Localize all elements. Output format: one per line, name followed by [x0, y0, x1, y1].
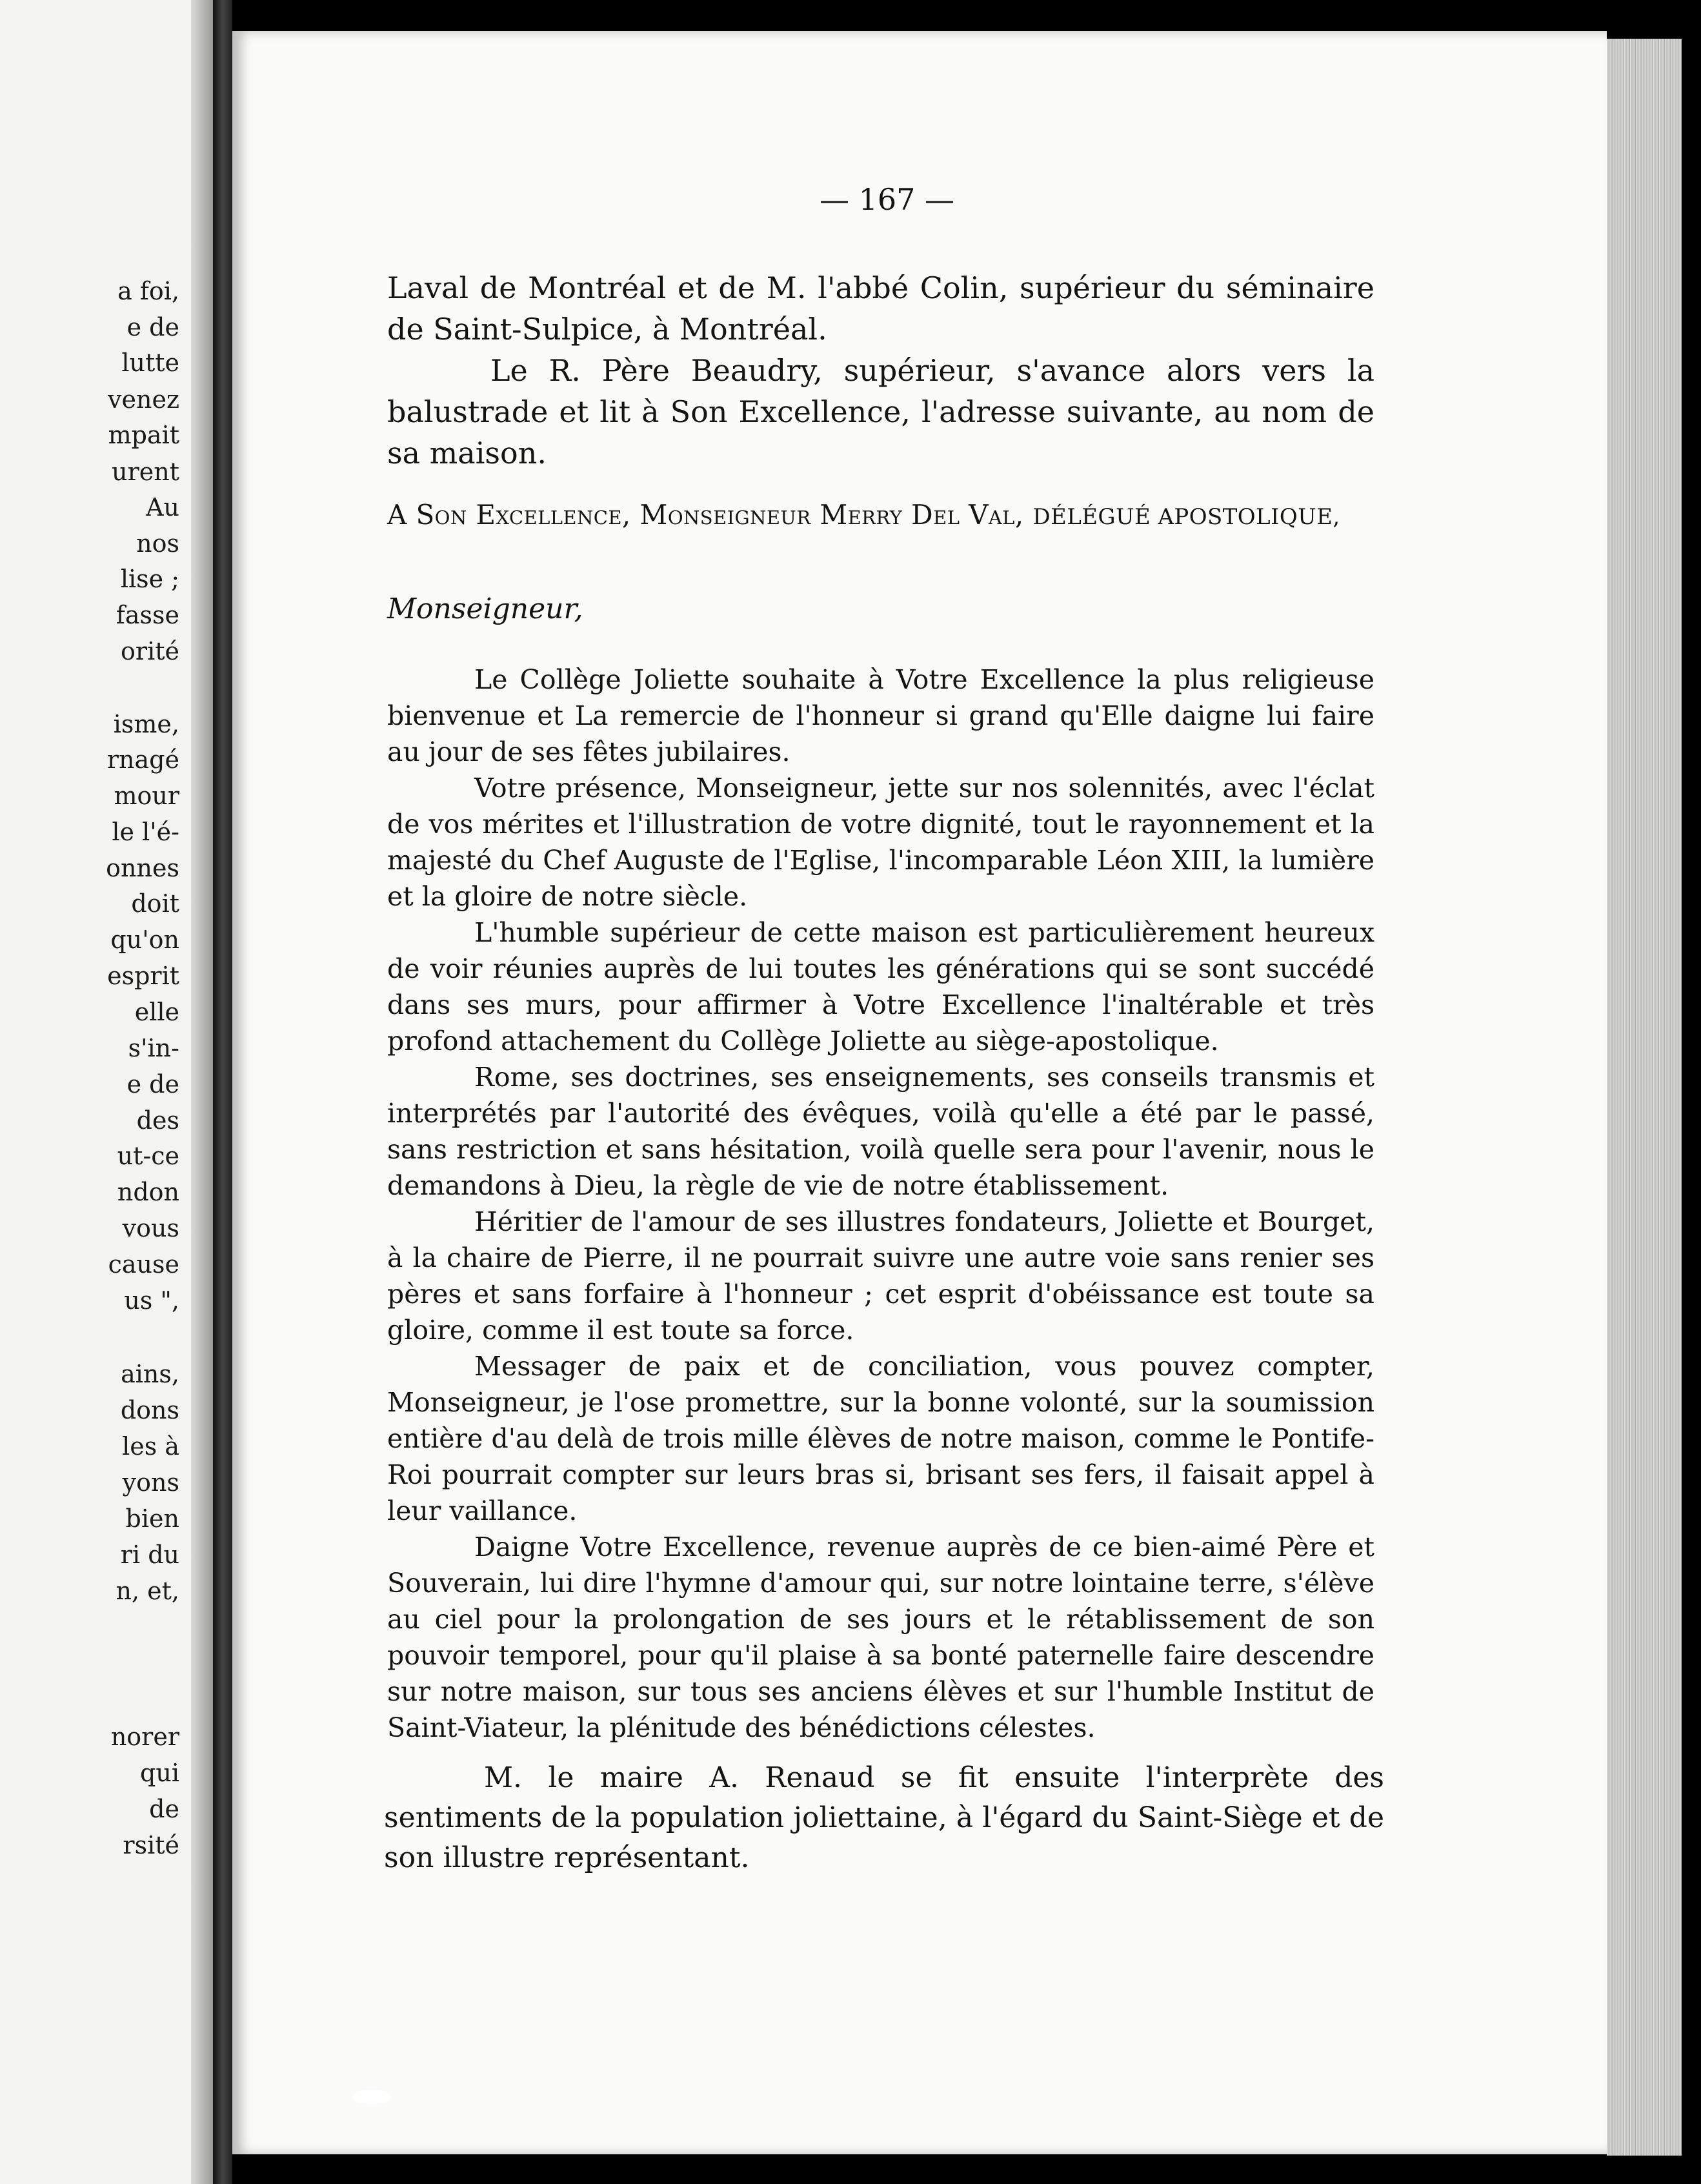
facing-line: a foi,	[117, 277, 179, 305]
address-letter	[387, 662, 1374, 1746]
letter-paragraph: Héritier de l'amour de ses illustres fondateurs, Joliette et Bourget, à la chaire de Pierre, il ne pourrait suivre une autre voie sans renier ses pères et sans forfaire à l'honneur ; cet esprit d'obéissance est toute sa gloire, comme il est toute sa force.	[387, 1206, 1374, 1346]
facing-line: fasse	[116, 601, 179, 629]
facing-line: Au	[146, 493, 179, 521]
facing-line: qui	[140, 1759, 179, 1787]
facing-line: orité	[121, 637, 179, 665]
facing-line: ains,	[121, 1360, 179, 1388]
facing-line: us ",	[124, 1286, 179, 1315]
intro-paragraph: Le R. Père Beaudry, supérieur, s'avance alors vers la balustrade et lit à Son Excellence, l'adresse suivante, au nom de sa maison.	[387, 353, 1374, 470]
closing-paragraph: M. le maire A. Renaud se fit ensuite l'interprète des sentiments de la population joliettaine, à l'égard du Saint-Siège et de son illustre représentant.	[384, 1761, 1384, 1874]
salutation: Monseigneur,	[387, 592, 583, 625]
facing-line: ri du	[120, 1541, 179, 1569]
facing-line: norer	[110, 1723, 179, 1751]
facing-line: isme,	[113, 710, 179, 738]
intro-text	[387, 267, 1374, 474]
address-heading-tail: DÉLÉGUÉ APOSTOLIQUE,	[1032, 504, 1340, 530]
facing-line: mpait	[108, 421, 179, 449]
facing-line: e de	[126, 313, 179, 341]
facing-line: onnes	[106, 854, 179, 882]
facing-line: de	[149, 1795, 179, 1823]
facing-line: venez	[108, 385, 179, 414]
facing-line: cause	[108, 1250, 179, 1279]
facing-line: doit	[131, 889, 179, 918]
facing-line: le l'é-	[112, 818, 179, 846]
facing-line: urent	[112, 458, 179, 486]
paper-smudge	[352, 2090, 391, 2104]
facing-line: qu'on	[110, 925, 179, 954]
facing-line: vous	[122, 1214, 179, 1242]
page-edge-stack	[1607, 39, 1682, 2156]
facing-line: s'in-	[128, 1034, 179, 1062]
closing-text	[384, 1758, 1384, 1878]
facing-line: rsité	[123, 1831, 179, 1859]
address-heading-main: A Son Excellence, Monseigneur Merry Del Val,	[387, 499, 1024, 531]
letter-paragraph: Le Collège Joliette souhaite à Votre Excellence la plus religieuse bienvenue et La remercie de l'honneur si grand qu'Elle daigne lui faire au jour de ses fêtes jubilaires.	[387, 664, 1374, 767]
facing-line: lutte	[121, 349, 179, 377]
page-number: — 167 —	[820, 182, 955, 217]
address-heading	[387, 499, 1394, 531]
facing-line: des	[136, 1106, 179, 1135]
facing-line: les à	[122, 1432, 179, 1461]
letter-paragraph: Votre présence, Monseigneur, jette sur nos solennités, avec l'éclat de vos mérites et l'illustration de votre dignité, tout le rayonnement et la majesté du Chef Auguste de l'Eglise, l'incomparable Léon XIII, la lumière et la gloire de notre siècle.	[387, 773, 1374, 912]
letter-paragraph: Rome, ses doctrines, ses enseignements, ses conseils transmis et interprétés par l'autorité des évêques, voilà qu'elle a été par le passé, sans restriction et sans hésitation, voilà quelle sera pour l'avenir, nous le demandons à Dieu, la règle de vie de notre établissement.	[387, 1062, 1374, 1201]
letter-paragraph: Daigne Votre Excellence, revenue auprès de ce bien-aimé Père et Souverain, lui dire l'hymne d'amour qui, sur notre lointaine terre, s'élève au ciel pour la prolongation de ses jours et le rétablissement de son pouvoir temporel, pour qu'il plaise à sa bonté paternelle faire descendre sur notre maison, sur tous ses anciens élèves et sur l'humble Institut de Saint-Viateur, la plénitude des bénédictions célestes.	[387, 1532, 1374, 1743]
facing-line: yons	[122, 1468, 179, 1497]
intro-paragraph: Laval de Montréal et de M. l'abbé Colin, supérieur du séminaire de Saint-Sulpice, à Montréal.	[387, 270, 1374, 347]
facing-page-fragment	[0, 0, 213, 2184]
facing-line: dons	[120, 1396, 179, 1424]
facing-line: nos	[136, 529, 179, 558]
facing-line: n, et,	[116, 1577, 179, 1605]
facing-line: mour	[114, 782, 179, 810]
facing-line: ut-ce	[117, 1142, 179, 1170]
facing-line: elle	[134, 998, 179, 1026]
facing-line: bien	[125, 1504, 179, 1533]
book-spine	[213, 0, 232, 2184]
facing-line: rnagé	[106, 745, 179, 774]
facing-line: lise ;	[120, 565, 179, 593]
facing-line: e de	[126, 1070, 179, 1098]
letter-paragraph: L'humble supérieur de cette maison est particulièrement heureux de voir réunies auprès de lui toutes les générations qui se sont succédé dans ses murs, pour affirmer à Votre Excellence l'inaltérable et très profond attachement du Collège Joliette au siège-apostolique.	[387, 917, 1374, 1057]
facing-line: ndon	[117, 1178, 179, 1206]
facing-line: esprit	[107, 962, 179, 990]
letter-paragraph: Messager de paix et de conciliation, vous pouvez compter, Monseigneur, je l'ose promettre, sur la bonne volonté, sur la soumission entière d'au delà de trois mille élèves de notre maison, comme le Pontife-Roi pourrait compter sur leurs bras si, brisant ses fers, il faisait appel à leur vaillance.	[387, 1351, 1374, 1526]
left-page-gutter-shadow	[191, 0, 213, 2184]
